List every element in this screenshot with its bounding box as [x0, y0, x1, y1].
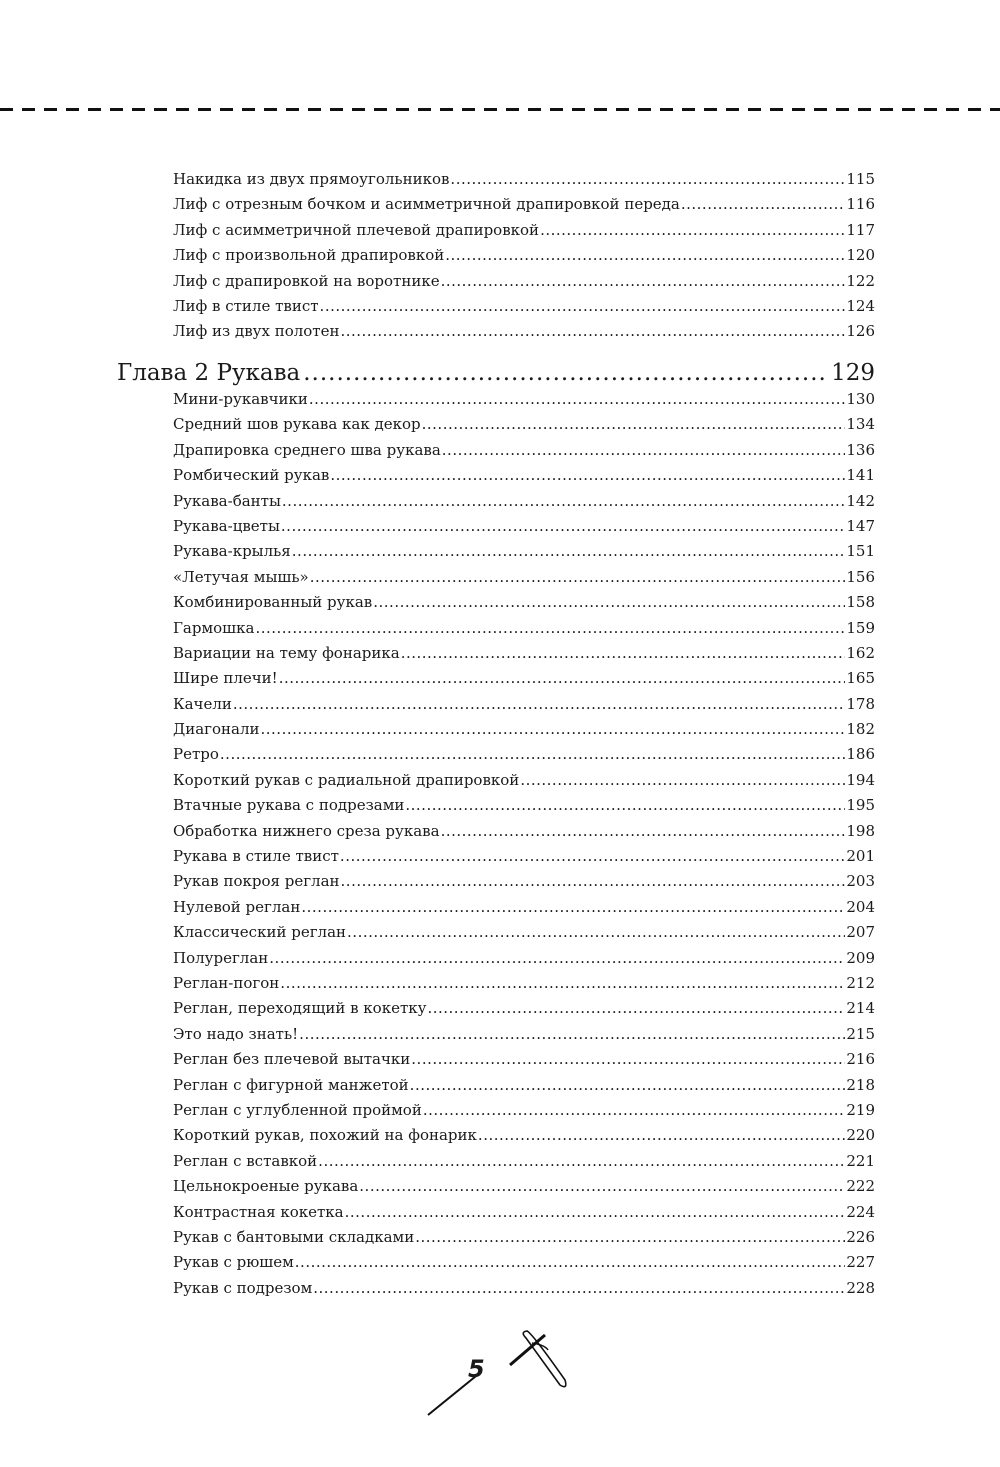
entry-page: 204: [846, 897, 875, 916]
entry-page: 226: [846, 1227, 875, 1246]
entry-page: 219: [846, 1100, 875, 1119]
toc-entry[interactable]: [173, 999, 875, 1024]
dot-leader: [280, 974, 845, 992]
dot-leader: [341, 872, 846, 890]
toc-entry[interactable]: [173, 949, 875, 974]
toc-entry[interactable]: [173, 898, 875, 923]
dot-leader: [220, 745, 845, 763]
dot-leader: [681, 195, 846, 213]
toc-entry[interactable]: [173, 847, 875, 872]
dot-leader: [478, 1126, 845, 1144]
toc-entry[interactable]: [173, 695, 875, 720]
toc-entry[interactable]: [173, 195, 875, 220]
entry-title: Классический реглан: [173, 923, 347, 942]
toc-entry[interactable]: [173, 297, 875, 322]
dot-leader: [282, 492, 845, 510]
entry-page: 194: [846, 770, 875, 789]
entry-page: 182: [846, 720, 875, 739]
entry-page: 134: [846, 415, 875, 434]
entry-page: 142: [846, 491, 875, 510]
entry-title: Лиф с произвольной драпировкой: [173, 246, 445, 265]
entry-page: 136: [846, 440, 875, 459]
dot-leader: [318, 1152, 845, 1170]
dot-leader: [401, 644, 846, 662]
entry-title: Полуреглан: [173, 948, 269, 967]
entry-title: Реглан с углубленной проймой: [173, 1100, 422, 1119]
entry-title: Обработка нижнего среза рукава: [173, 821, 440, 840]
entry-title: Рукава в стиле твист: [173, 847, 339, 866]
toc-entry[interactable]: [173, 1076, 875, 1101]
toc-entry[interactable]: [173, 1203, 875, 1228]
entry-title: Короткий рукав, похожий на фонарик: [173, 1126, 477, 1145]
dot-leader: [309, 390, 845, 408]
entry-title: Комбинированный рукав: [173, 593, 373, 612]
entry-page: 228: [846, 1278, 875, 1297]
dot-leader: [313, 1279, 845, 1297]
toc-entry[interactable]: [173, 466, 875, 491]
dashed-divider: [0, 108, 1000, 111]
dot-leader: [373, 593, 845, 611]
dot-leader: [347, 923, 845, 941]
entry-page: 178: [846, 694, 875, 713]
toc-entry[interactable]: [173, 246, 875, 271]
entry-page: 186: [846, 745, 875, 764]
toc-entry[interactable]: [173, 272, 875, 297]
toc-entry[interactable]: [173, 1177, 875, 1202]
entry-page: 159: [846, 618, 875, 637]
dot-leader: [427, 999, 845, 1017]
toc-entry[interactable]: [173, 923, 875, 948]
dot-leader: [445, 246, 845, 264]
dot-leader: [292, 542, 846, 560]
dot-leader: [320, 297, 846, 315]
entry-page: 220: [846, 1126, 875, 1145]
dot-leader: [540, 221, 845, 239]
toc-entry[interactable]: [173, 415, 875, 440]
entry-title: Гармошка: [173, 618, 255, 637]
entry-title: Накидка из двух прямоугольников: [173, 170, 450, 188]
entry-title: Рукава-крылья: [173, 542, 291, 561]
toc-entry[interactable]: [173, 1050, 875, 1075]
toc-section-1: [173, 170, 875, 348]
entry-title: Реглан-погон: [173, 973, 280, 992]
entry-page: 195: [846, 796, 875, 815]
dot-leader: [345, 1203, 846, 1221]
chapter-page: 129: [831, 360, 875, 386]
entry-title: Лиф с асимметричной плечевой драпировкой: [173, 220, 540, 239]
toc-entry[interactable]: [173, 771, 875, 796]
entry-page: 158: [846, 593, 875, 612]
toc-entry[interactable]: [173, 1025, 875, 1050]
entry-title: Рукава-банты: [173, 491, 281, 510]
entry-page: 115: [846, 170, 875, 188]
entry-title: Реглан с фигурной манжетой: [173, 1075, 409, 1094]
dot-leader: [410, 1076, 846, 1094]
entry-title: Ретро: [173, 745, 219, 764]
dot-leader: [422, 415, 846, 433]
entry-title: Лиф с отрезным бочком и асимметричной драпировкой переда: [173, 195, 680, 214]
entry-page: 124: [846, 296, 875, 315]
chapter-heading[interactable]: [117, 360, 875, 386]
entry-page: 224: [846, 1202, 875, 1221]
toc-entry[interactable]: [173, 517, 875, 542]
entry-page: 216: [846, 1050, 875, 1069]
entry-title: Реглан без плечевой вытачки: [173, 1050, 411, 1069]
entry-title: Драпировка среднего шва рукава: [173, 440, 441, 459]
entry-title: Рукав с бантовыми складками: [173, 1227, 415, 1246]
toc-entry[interactable]: [173, 542, 875, 567]
toc-entry[interactable]: [173, 1126, 875, 1151]
entry-title: Цельнокроеные рукава: [173, 1177, 359, 1196]
toc-entry[interactable]: [173, 390, 875, 415]
toc-entry[interactable]: [173, 872, 875, 897]
toc-entry[interactable]: [173, 669, 875, 694]
entry-page: 147: [846, 516, 875, 535]
entry-title: Лиф с драпировкой на воротнике: [173, 271, 440, 290]
entry-page: 198: [846, 821, 875, 840]
toc-entry[interactable]: [173, 745, 875, 770]
toc-entry[interactable]: [173, 796, 875, 821]
dot-leader: [441, 822, 846, 840]
entry-title: Реглан, переходящий в кокетку: [173, 999, 427, 1018]
entry-title: Средний шов рукава как декор: [173, 415, 421, 434]
toc-entry[interactable]: [173, 974, 875, 999]
dot-leader: [405, 796, 845, 814]
dot-leader: [303, 360, 828, 386]
toc-entry[interactable]: [173, 1152, 875, 1177]
dot-leader: [255, 619, 845, 637]
entry-title: Шире плечи!: [173, 669, 278, 688]
toc-entry[interactable]: [173, 492, 875, 517]
toc-entry[interactable]: [173, 1253, 875, 1278]
entry-page: 117: [846, 220, 875, 239]
toc-entry[interactable]: [173, 619, 875, 644]
entry-title: Контрастная кокетка: [173, 1202, 344, 1221]
toc-entry[interactable]: [173, 322, 875, 347]
dot-leader: [299, 1025, 845, 1043]
dot-leader: [359, 1177, 845, 1195]
entry-page: 221: [846, 1151, 875, 1170]
toc-entry[interactable]: [173, 593, 875, 618]
entry-page: 156: [846, 567, 875, 586]
entry-page: 215: [846, 1024, 875, 1043]
entry-title: Это надо знать!: [173, 1024, 299, 1043]
toc-entry[interactable]: [173, 170, 875, 195]
entry-page: 122: [846, 271, 875, 290]
dot-leader: [450, 170, 845, 188]
entry-title: Втачные рукава с подрезами: [173, 796, 405, 815]
page-number: 5: [468, 1355, 485, 1383]
toc-entry[interactable]: [173, 221, 875, 246]
entry-page: 141: [846, 466, 875, 485]
entry-title: Рукава-цветы: [173, 516, 280, 535]
entry-page: 126: [846, 322, 875, 341]
entry-page: 201: [846, 847, 875, 866]
toc-entry[interactable]: [173, 1228, 875, 1253]
dot-leader: [411, 1050, 845, 1068]
toc-entry[interactable]: [173, 644, 875, 669]
entry-page: 203: [846, 872, 875, 891]
entry-title: Нулевой реглан: [173, 897, 301, 916]
dot-leader: [295, 1253, 846, 1271]
toc-entry[interactable]: [173, 1101, 875, 1126]
dot-leader: [279, 669, 846, 687]
dot-leader: [269, 949, 845, 967]
dot-leader: [340, 847, 845, 865]
entry-title: Короткий рукав с радиальной драпировкой: [173, 770, 520, 789]
dot-leader: [415, 1228, 845, 1246]
entry-page: 165: [846, 669, 875, 688]
entry-page: 209: [846, 948, 875, 967]
entry-title: Ромбический рукав: [173, 466, 330, 485]
toc-entry[interactable]: [173, 822, 875, 847]
entry-title: «Летучая мышь»: [173, 567, 309, 586]
toc-entry[interactable]: [173, 720, 875, 745]
toc-section-2: [173, 390, 875, 1304]
toc-entry[interactable]: [173, 568, 875, 593]
entry-page: 151: [846, 542, 875, 561]
dot-leader: [441, 272, 846, 290]
entry-page: 130: [846, 390, 875, 408]
entry-title: Лиф из двух полотен: [173, 322, 340, 341]
entry-title: Лиф в стиле твист: [173, 296, 319, 315]
chapter-title: Глава 2 Рукава: [117, 360, 301, 386]
entry-title: Вариации на тему фонарика: [173, 643, 400, 662]
dot-leader: [261, 720, 846, 738]
dot-leader: [310, 568, 846, 586]
dot-leader: [423, 1101, 846, 1119]
dot-leader: [340, 322, 845, 340]
entry-title: Рукав с рюшем: [173, 1253, 294, 1272]
entry-page: 214: [846, 999, 875, 1018]
entry-page: 227: [846, 1253, 875, 1272]
entry-page: 218: [846, 1075, 875, 1094]
entry-page: 222: [846, 1177, 875, 1196]
toc-entry[interactable]: [173, 1279, 875, 1304]
entry-page: 116: [846, 195, 875, 214]
toc-entry[interactable]: [173, 441, 875, 466]
entry-page: 207: [846, 923, 875, 942]
needle-decoration-icon: [420, 1315, 580, 1420]
entry-title: Реглан с вставкой: [173, 1151, 318, 1170]
dot-leader: [330, 466, 845, 484]
dot-leader: [442, 441, 846, 459]
dot-leader: [233, 695, 845, 713]
entry-title: Мини-рукавчики: [173, 390, 308, 408]
entry-title: Рукав покроя реглан: [173, 872, 340, 891]
dot-leader: [520, 771, 845, 789]
dot-leader: [281, 517, 845, 535]
entry-title: Диагонали: [173, 720, 260, 739]
entry-page: 120: [846, 246, 875, 265]
entry-title: Рукав с подрезом: [173, 1278, 313, 1297]
entry-title: Качели: [173, 694, 232, 713]
entry-page: 212: [846, 973, 875, 992]
dot-leader: [301, 898, 845, 916]
entry-page: 162: [846, 643, 875, 662]
